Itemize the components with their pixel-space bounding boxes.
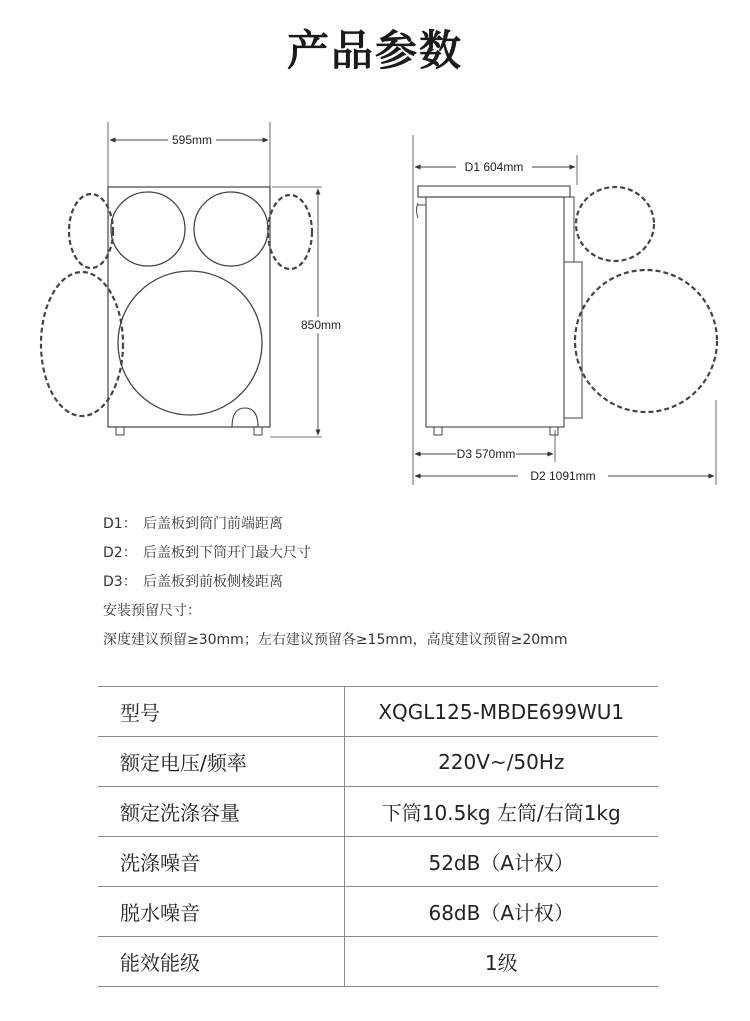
drain-cap bbox=[232, 408, 258, 427]
note-d1: D1： 后盖板到筒门前端距离 bbox=[103, 516, 283, 532]
spec-key: 型号 bbox=[98, 687, 344, 737]
table-row bbox=[98, 737, 658, 787]
left-lower-door-swing bbox=[41, 272, 123, 416]
spec-key: 额定洗涤容量 bbox=[98, 787, 344, 837]
spec-value: 220V~/50Hz bbox=[344, 737, 658, 787]
table-row bbox=[98, 887, 658, 937]
reserve-title: 安装预留尺寸： bbox=[103, 603, 201, 619]
dimension-notes bbox=[103, 514, 567, 659]
spec-value: XQGL125-MBDE699WU1 bbox=[344, 687, 658, 737]
spec-key: 洗涤噪音 bbox=[98, 837, 344, 887]
spec-value: 1级 bbox=[344, 937, 658, 987]
reserve-text: 深度建议预留≥30mm；左右建议预留各≥15mm，高度建议预留≥20mm bbox=[103, 632, 568, 648]
left-drum-door bbox=[111, 192, 185, 266]
table-row bbox=[98, 937, 658, 987]
table-row bbox=[98, 837, 658, 887]
right-drum-door bbox=[194, 192, 268, 266]
back-bumps bbox=[417, 203, 427, 218]
spec-table bbox=[98, 686, 658, 987]
side-upper-door-swing bbox=[576, 187, 654, 261]
side-cabinet bbox=[426, 197, 564, 427]
height-label: 850mm bbox=[300, 318, 342, 332]
table-row bbox=[98, 787, 658, 837]
dimension-diagram bbox=[0, 110, 750, 490]
spec-key: 脱水噪音 bbox=[98, 887, 344, 937]
side-top-panel bbox=[418, 186, 570, 197]
side-view bbox=[413, 135, 717, 485]
page-title: 产品参数 bbox=[286, 26, 463, 75]
width-label: 595mm bbox=[171, 133, 213, 147]
left-upper-door-swing bbox=[69, 194, 113, 268]
side-lower-door-swing bbox=[575, 270, 717, 412]
right-upper-door-swing bbox=[268, 195, 312, 269]
spec-key: 能效能级 bbox=[98, 937, 344, 987]
note-d2: D2： 后盖板到下筒开门最大尺寸 bbox=[103, 545, 311, 561]
d2-label: D2 1091mm bbox=[530, 469, 596, 483]
d3-label: D3 570mm bbox=[456, 447, 516, 461]
lower-drum-door bbox=[118, 271, 262, 415]
d1-label: D1 604mm bbox=[464, 160, 524, 174]
spec-value: 68dB（A计权） bbox=[344, 887, 658, 937]
front-view bbox=[41, 122, 322, 437]
note-d3: D3： 后盖板到前板侧棱距离 bbox=[103, 574, 283, 590]
table-row bbox=[98, 687, 658, 737]
spec-value: 下筒10.5kg 左筒/右筒1kg bbox=[344, 787, 658, 837]
spec-key: 额定电压/频率 bbox=[98, 737, 344, 787]
front-cabinet bbox=[108, 187, 270, 427]
spec-value: 52dB（A计权） bbox=[344, 837, 658, 887]
